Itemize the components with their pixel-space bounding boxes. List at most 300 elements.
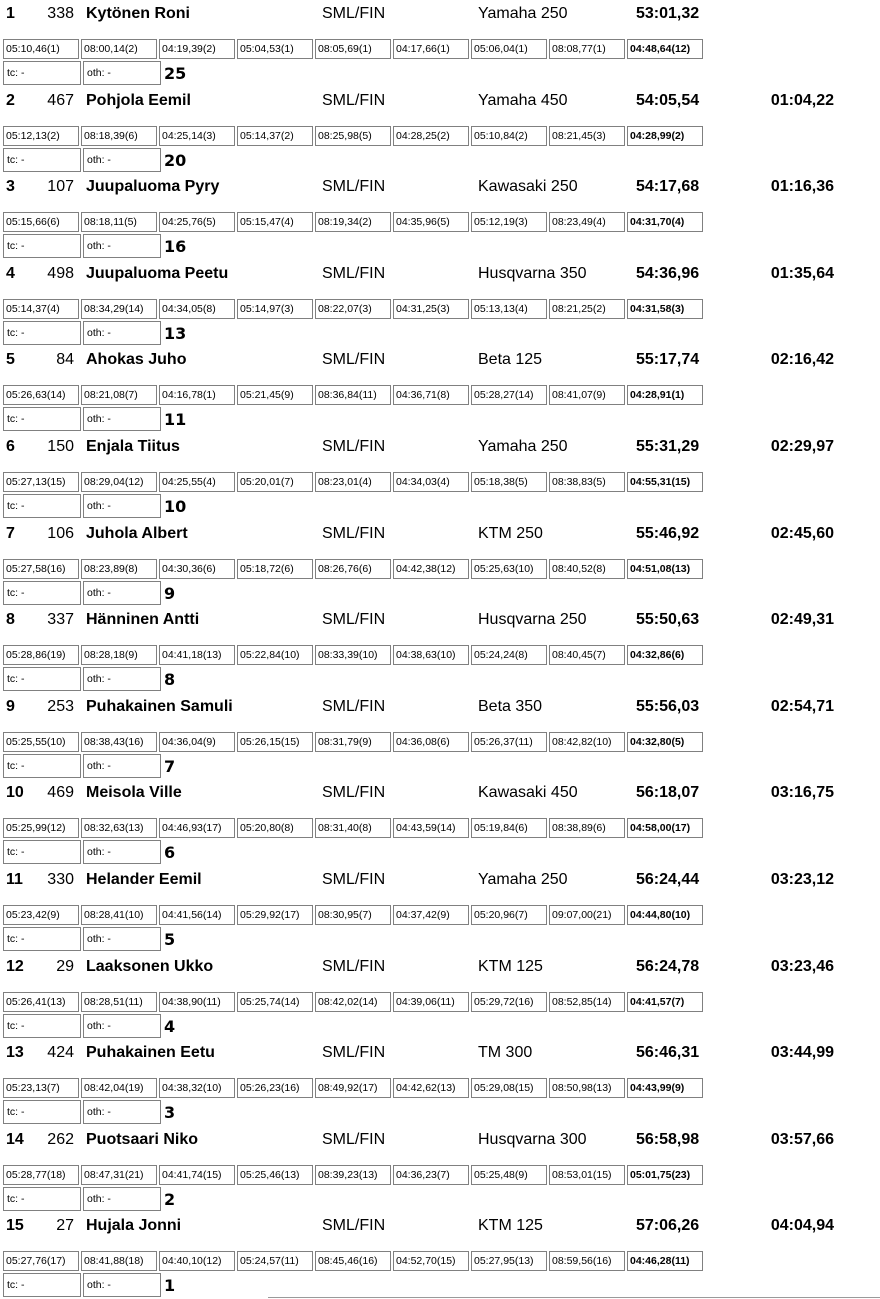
split-time: 05:04,53(1)	[237, 39, 313, 59]
split-times	[3, 992, 705, 1012]
club-country: SML/FIN	[322, 1044, 386, 1062]
split-time: 08:38,83(5)	[549, 472, 625, 492]
championship-points: 3	[164, 1103, 176, 1123]
championship-points: 9	[164, 583, 176, 603]
split-time: 04:25,76(5)	[159, 212, 235, 232]
rider-name: Meisola Ville	[86, 784, 182, 802]
start-number: 498	[47, 264, 74, 282]
penalty-row	[3, 1273, 880, 1298]
rider-name: Hänninen Antti	[86, 611, 200, 629]
total-time: 56:24,44	[636, 870, 700, 888]
split-time: 05:27,76(17)	[3, 1251, 79, 1271]
position: 10	[6, 784, 24, 802]
split-time: 08:40,45(7)	[549, 645, 625, 665]
championship-points: 25	[164, 64, 187, 83]
result-entry	[0, 260, 880, 347]
split-time: 05:27,13(15)	[3, 472, 79, 492]
split-times	[3, 732, 705, 752]
time-difference: 03:44,99	[770, 1044, 834, 1062]
split-time: 08:30,95(7)	[315, 905, 391, 925]
split-time: 05:26,63(14)	[3, 385, 79, 405]
final-split-time: 04:44,80(10)	[627, 905, 703, 925]
penalty-row	[3, 581, 880, 606]
penalty-row	[3, 61, 880, 86]
split-time: 04:19,39(2)	[159, 39, 235, 59]
tc-penalty: tc: -	[3, 1014, 81, 1038]
rider-row	[0, 606, 880, 634]
other-penalty: oth: -	[83, 840, 161, 864]
rider-row	[0, 1126, 880, 1154]
final-split-time: 05:01,75(23)	[627, 1165, 703, 1185]
time-difference: 02:16,42	[770, 351, 834, 369]
other-penalty: oth: -	[83, 321, 161, 345]
split-time: 04:25,55(4)	[159, 472, 235, 492]
split-time: 05:10,84(2)	[471, 126, 547, 146]
split-time: 08:40,52(8)	[549, 559, 625, 579]
split-time: 04:34,05(8)	[159, 299, 235, 319]
split-time: 04:28,25(2)	[393, 126, 469, 146]
championship-points: 16	[164, 237, 187, 257]
rider-row	[0, 866, 880, 894]
total-time: 56:58,98	[636, 1130, 700, 1148]
split-time: 08:23,49(4)	[549, 212, 625, 232]
penalty-row	[3, 840, 880, 865]
split-time: 04:36,23(7)	[393, 1165, 469, 1185]
position: 12	[6, 957, 24, 975]
split-time: 05:26,37(11)	[471, 732, 547, 752]
total-time: 54:05,54	[636, 91, 700, 109]
motorcycle: KTM 250	[478, 524, 543, 542]
total-time: 54:36,96	[636, 264, 700, 282]
tc-penalty: tc: -	[3, 148, 81, 172]
other-penalty: oth: -	[83, 581, 161, 605]
start-number: 84	[56, 351, 74, 369]
position: 2	[6, 91, 15, 109]
position: 13	[6, 1044, 24, 1062]
rider-row	[0, 1212, 880, 1240]
split-time: 08:38,89(6)	[549, 818, 625, 838]
split-time: 08:50,98(13)	[549, 1078, 625, 1098]
split-time: 08:23,01(4)	[315, 472, 391, 492]
time-difference: 03:23,46	[770, 957, 834, 975]
split-time: 08:33,39(10)	[315, 645, 391, 665]
position: 14	[6, 1130, 24, 1148]
split-times	[3, 1078, 705, 1098]
club-country: SML/FIN	[322, 178, 386, 196]
other-penalty: oth: -	[83, 1273, 161, 1297]
split-time: 05:29,08(15)	[471, 1078, 547, 1098]
penalty-row	[3, 667, 880, 692]
tc-penalty: tc: -	[3, 581, 81, 605]
rider-row	[0, 953, 880, 981]
split-time: 04:41,56(14)	[159, 905, 235, 925]
motorcycle: Yamaha 450	[478, 91, 568, 109]
start-number: 262	[47, 1130, 74, 1148]
motorcycle: KTM 125	[478, 1217, 543, 1235]
motorcycle: Yamaha 250	[478, 870, 568, 888]
split-time: 08:59,56(16)	[549, 1251, 625, 1271]
tc-penalty: tc: -	[3, 1273, 81, 1297]
motorcycle: Husqvarna 300	[478, 1130, 587, 1148]
tc-penalty: tc: -	[3, 927, 81, 951]
club-country: SML/FIN	[322, 697, 386, 715]
tc-penalty: tc: -	[3, 61, 81, 85]
rider-name: Helander Eemil	[86, 870, 202, 888]
split-time: 05:25,74(14)	[237, 992, 313, 1012]
split-time: 05:21,45(9)	[237, 385, 313, 405]
total-time: 55:56,03	[636, 697, 700, 715]
time-difference: 02:49,31	[770, 611, 834, 629]
split-time: 05:24,24(8)	[471, 645, 547, 665]
tc-penalty: tc: -	[3, 321, 81, 345]
championship-points: 10	[164, 496, 187, 516]
split-time: 05:24,57(11)	[237, 1251, 313, 1271]
split-time: 05:23,13(7)	[3, 1078, 79, 1098]
start-number: 424	[47, 1044, 74, 1062]
other-penalty: oth: -	[83, 754, 161, 778]
position: 7	[6, 524, 15, 542]
club-country: SML/FIN	[322, 264, 386, 282]
result-entry	[0, 0, 880, 87]
rider-row	[0, 520, 880, 548]
championship-points: 11	[164, 410, 187, 430]
club-country: SML/FIN	[322, 870, 386, 888]
split-time: 08:18,39(6)	[81, 126, 157, 146]
total-time: 56:46,31	[636, 1044, 700, 1062]
split-time: 05:22,84(10)	[237, 645, 313, 665]
start-number: 106	[47, 524, 74, 542]
rider-row	[0, 693, 880, 721]
final-split-time: 04:41,57(7)	[627, 992, 703, 1012]
split-times	[3, 818, 705, 838]
split-time: 08:25,98(5)	[315, 126, 391, 146]
club-country: SML/FIN	[322, 5, 386, 22]
rider-row	[0, 433, 880, 461]
start-number: 29	[56, 957, 74, 975]
motorcycle: Kawasaki 250	[478, 178, 578, 196]
rider-row	[0, 173, 880, 201]
motorcycle: Yamaha 250	[478, 437, 568, 455]
split-time: 04:38,90(11)	[159, 992, 235, 1012]
split-time: 05:28,27(14)	[471, 385, 547, 405]
split-time: 08:28,51(11)	[81, 992, 157, 1012]
time-difference: 02:54,71	[770, 697, 834, 715]
time-difference: 03:23,12	[770, 870, 834, 888]
final-split-time: 04:43,99(9)	[627, 1078, 703, 1098]
penalty-row	[3, 1187, 880, 1212]
split-time: 05:14,37(2)	[237, 126, 313, 146]
total-time: 54:17,68	[636, 178, 700, 196]
penalty-row	[3, 321, 880, 346]
position: 3	[6, 178, 15, 196]
club-country: SML/FIN	[322, 1130, 386, 1148]
split-time: 05:06,04(1)	[471, 39, 547, 59]
final-split-time: 04:58,00(17)	[627, 818, 703, 838]
club-country: SML/FIN	[322, 351, 386, 369]
start-number: 467	[47, 91, 74, 109]
split-time: 04:35,96(5)	[393, 212, 469, 232]
split-time: 05:20,80(8)	[237, 818, 313, 838]
position: 8	[6, 611, 15, 629]
other-penalty: oth: -	[83, 927, 161, 951]
penalty-row	[3, 1014, 880, 1039]
split-time: 08:08,77(1)	[549, 39, 625, 59]
bottom-divider	[268, 1297, 880, 1298]
tc-penalty: tc: -	[3, 754, 81, 778]
split-time: 05:25,46(13)	[237, 1165, 313, 1185]
start-number: 469	[47, 784, 74, 802]
championship-points: 20	[164, 150, 187, 170]
club-country: SML/FIN	[322, 437, 386, 455]
rider-name: Juhola Albert	[86, 524, 188, 542]
split-time: 04:16,78(1)	[159, 385, 235, 405]
position: 9	[6, 697, 15, 715]
time-difference: 01:16,36	[770, 178, 834, 196]
split-time: 04:46,93(17)	[159, 818, 235, 838]
split-time: 08:42,02(14)	[315, 992, 391, 1012]
split-time: 08:05,69(1)	[315, 39, 391, 59]
split-times	[3, 212, 705, 232]
time-difference: 03:57,66	[770, 1130, 834, 1148]
result-entry	[0, 1039, 880, 1126]
final-split-time: 04:51,08(13)	[627, 559, 703, 579]
motorcycle: Husqvarna 350	[478, 264, 587, 282]
split-time: 08:28,41(10)	[81, 905, 157, 925]
result-entry	[0, 953, 880, 1040]
split-time: 04:36,71(8)	[393, 385, 469, 405]
split-time: 04:17,66(1)	[393, 39, 469, 59]
split-time: 08:34,29(14)	[81, 299, 157, 319]
split-time: 05:25,48(9)	[471, 1165, 547, 1185]
split-time: 08:42,82(10)	[549, 732, 625, 752]
split-times	[3, 385, 705, 405]
time-difference: 02:45,60	[770, 524, 834, 542]
split-times	[3, 1251, 705, 1271]
tc-penalty: tc: -	[3, 840, 81, 864]
time-difference: 01:04,22	[770, 91, 834, 109]
total-time: 55:50,63	[636, 611, 700, 629]
championship-points: 4	[164, 1016, 176, 1036]
split-time: 08:22,07(3)	[315, 299, 391, 319]
final-split-time: 04:48,64(12)	[627, 39, 703, 59]
position: 6	[6, 437, 15, 455]
total-time: 56:24,78	[636, 957, 700, 975]
split-time: 08:41,07(9)	[549, 385, 625, 405]
split-time: 04:25,14(3)	[159, 126, 235, 146]
other-penalty: oth: -	[83, 61, 161, 85]
final-split-time: 04:32,86(6)	[627, 645, 703, 665]
start-number: 253	[47, 697, 74, 715]
split-time: 08:36,84(11)	[315, 385, 391, 405]
start-number: 337	[47, 611, 74, 629]
split-time: 05:29,92(17)	[237, 905, 313, 925]
split-times	[3, 1165, 705, 1185]
split-time: 04:43,59(14)	[393, 818, 469, 838]
final-split-time: 04:32,80(5)	[627, 732, 703, 752]
championship-points: 5	[164, 929, 176, 949]
split-time: 04:52,70(15)	[393, 1251, 469, 1271]
start-number: 27	[56, 1217, 74, 1235]
split-time: 08:52,85(14)	[549, 992, 625, 1012]
split-time: 08:45,46(16)	[315, 1251, 391, 1271]
result-entry	[0, 520, 880, 607]
position: 11	[6, 870, 23, 888]
start-number: 330	[47, 870, 74, 888]
split-times	[3, 472, 705, 492]
motorcycle: Beta 125	[478, 351, 543, 369]
club-country: SML/FIN	[322, 784, 386, 802]
position: 4	[6, 264, 15, 282]
rider-name: Puotsaari Niko	[86, 1130, 199, 1148]
split-time: 05:28,77(18)	[3, 1165, 79, 1185]
split-time: 05:12,13(2)	[3, 126, 79, 146]
split-time: 08:26,76(6)	[315, 559, 391, 579]
penalty-row	[3, 234, 880, 259]
start-number: 107	[47, 178, 74, 196]
motorcycle: Husqvarna 250	[478, 611, 587, 629]
split-time: 04:40,10(12)	[159, 1251, 235, 1271]
rider-row	[0, 1039, 880, 1067]
result-entry	[0, 1126, 880, 1213]
other-penalty: oth: -	[83, 494, 161, 518]
split-time: 05:19,84(6)	[471, 818, 547, 838]
tc-penalty: tc: -	[3, 667, 81, 691]
split-time: 05:26,23(16)	[237, 1078, 313, 1098]
split-time: 04:37,42(9)	[393, 905, 469, 925]
other-penalty: oth: -	[83, 1014, 161, 1038]
result-entry	[0, 433, 880, 520]
split-time: 05:20,96(7)	[471, 905, 547, 925]
total-time: 57:06,26	[636, 1217, 700, 1235]
split-time: 08:41,88(18)	[81, 1251, 157, 1271]
split-time: 09:07,00(21)	[549, 905, 625, 925]
split-time: 05:15,66(6)	[3, 212, 79, 232]
split-time: 04:42,38(12)	[393, 559, 469, 579]
rider-name: Puhakainen Samuli	[86, 697, 233, 715]
rider-row	[0, 0, 880, 28]
time-difference: 04:04,94	[770, 1217, 834, 1235]
tc-penalty: tc: -	[3, 1100, 81, 1124]
split-time: 04:34,03(4)	[393, 472, 469, 492]
split-time: 05:28,86(19)	[3, 645, 79, 665]
split-time: 08:21,08(7)	[81, 385, 157, 405]
motorcycle: Yamaha 250	[478, 5, 568, 22]
split-time: 05:20,01(7)	[237, 472, 313, 492]
split-times	[3, 559, 705, 579]
final-split-time: 04:31,70(4)	[627, 212, 703, 232]
split-time: 08:21,25(2)	[549, 299, 625, 319]
motorcycle: TM 300	[478, 1044, 533, 1062]
rider-name: Pohjola Eemil	[86, 91, 191, 109]
result-entry	[0, 346, 880, 433]
final-split-time: 04:55,31(15)	[627, 472, 703, 492]
position: 15	[6, 1217, 24, 1235]
split-time: 08:53,01(15)	[549, 1165, 625, 1185]
split-time: 04:38,63(10)	[393, 645, 469, 665]
penalty-row	[3, 1100, 880, 1125]
rider-name: Ahokas Juho	[86, 351, 187, 369]
club-country: SML/FIN	[322, 957, 386, 975]
time-difference: 02:29,97	[770, 437, 834, 455]
result-entry	[0, 606, 880, 693]
split-times	[3, 39, 705, 59]
split-time: 08:49,92(17)	[315, 1078, 391, 1098]
penalty-row	[3, 754, 880, 779]
time-difference: 03:16,75	[770, 784, 834, 802]
club-country: SML/FIN	[322, 524, 386, 542]
time-difference: 01:35,64	[770, 264, 834, 282]
championship-points: 7	[164, 756, 176, 776]
total-time: 55:31,29	[636, 437, 700, 455]
split-time: 08:18,11(5)	[81, 212, 157, 232]
total-time: 53:01,32	[636, 5, 700, 22]
rider-row	[0, 779, 880, 807]
split-times	[3, 645, 705, 665]
rider-name: Juupaluoma Pyry	[86, 178, 220, 196]
result-entry	[0, 693, 880, 780]
total-time: 56:18,07	[636, 784, 700, 802]
championship-points: 2	[164, 1189, 176, 1209]
result-entry	[0, 173, 880, 260]
split-times	[3, 299, 705, 319]
split-time: 05:18,38(5)	[471, 472, 547, 492]
rider-name: Laaksonen Ukko	[86, 957, 214, 975]
final-split-time: 04:28,99(2)	[627, 126, 703, 146]
split-time: 05:29,72(16)	[471, 992, 547, 1012]
tc-penalty: tc: -	[3, 407, 81, 431]
penalty-row	[3, 927, 880, 952]
other-penalty: oth: -	[83, 148, 161, 172]
total-time: 55:17,74	[636, 351, 700, 369]
other-penalty: oth: -	[83, 407, 161, 431]
championship-points: 8	[164, 670, 176, 690]
rider-row	[0, 87, 880, 115]
other-penalty: oth: -	[83, 1100, 161, 1124]
rider-name: Hujala Jonni	[86, 1217, 182, 1235]
split-time: 05:26,15(15)	[237, 732, 313, 752]
rider-row	[0, 260, 880, 288]
final-split-time: 04:28,91(1)	[627, 385, 703, 405]
split-time: 05:25,63(10)	[471, 559, 547, 579]
rider-name: Kytönen Roni	[86, 5, 190, 22]
split-time: 08:23,89(8)	[81, 559, 157, 579]
result-entry	[0, 87, 880, 174]
split-time: 08:42,04(19)	[81, 1078, 157, 1098]
other-penalty: oth: -	[83, 1187, 161, 1211]
split-time: 08:00,14(2)	[81, 39, 157, 59]
final-split-time: 04:31,58(3)	[627, 299, 703, 319]
motorcycle: KTM 125	[478, 957, 543, 975]
split-time: 05:26,41(13)	[3, 992, 79, 1012]
rider-name: Puhakainen Eetu	[86, 1044, 215, 1062]
penalty-row	[3, 148, 880, 173]
rider-row	[0, 346, 880, 374]
other-penalty: oth: -	[83, 234, 161, 258]
result-entry	[0, 1212, 880, 1299]
tc-penalty: tc: -	[3, 494, 81, 518]
split-time: 04:36,08(6)	[393, 732, 469, 752]
split-time: 05:25,99(12)	[3, 818, 79, 838]
position: 1	[6, 5, 15, 22]
split-time: 04:41,18(13)	[159, 645, 235, 665]
split-time: 08:21,45(3)	[549, 126, 625, 146]
split-time: 05:10,46(1)	[3, 39, 79, 59]
rider-name: Enjala Tiitus	[86, 437, 180, 455]
motorcycle: Kawasaki 450	[478, 784, 578, 802]
other-penalty: oth: -	[83, 667, 161, 691]
split-time: 05:25,55(10)	[3, 732, 79, 752]
split-time: 04:31,25(3)	[393, 299, 469, 319]
